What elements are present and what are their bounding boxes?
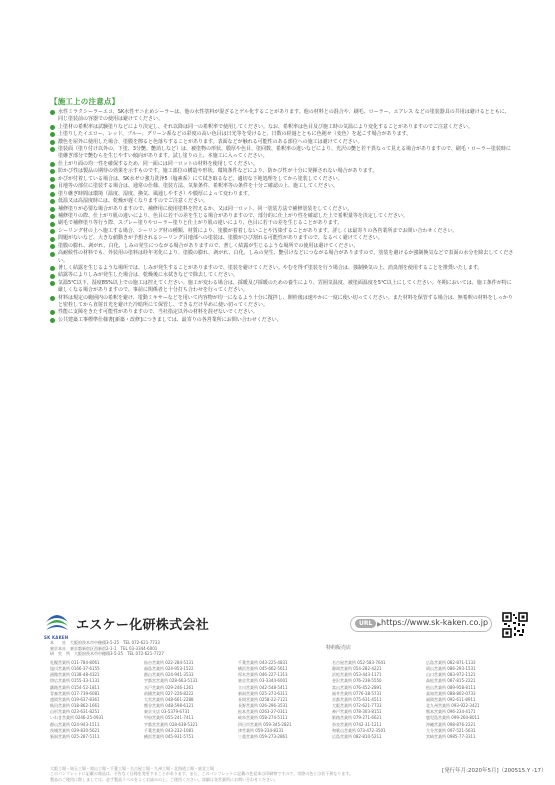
bullet-icon <box>50 140 55 145</box>
precaution-text: 防かび性は製品の期待の効果を示すものです。施工部位の構造や形状、環境条件などにより、防かび性が十分に発揮されない場合があります。 <box>58 168 378 175</box>
bullet-icon <box>50 214 55 219</box>
company-logo-block <box>44 610 224 642</box>
precautions-list <box>50 109 514 324</box>
branch-entry: いわき営業所 0246-25-0931 <box>50 715 104 721</box>
branch-entry: 松本営業所 0263-27-0311 <box>238 709 288 715</box>
branch-entry: 千葉営業所 043-232-1081 <box>144 727 194 733</box>
branch-entry: 津営業所 059-234-8231 <box>238 727 284 733</box>
precaution-text: 上塗材の希釈率は試験塗りなどにより決定し、それ以降は同一の希釈率で使用してください。なお、希釈率は色目及び施工時の気温により変化することがありますのでご注意ください。 <box>58 123 474 130</box>
precaution-text: 公共建築工事標準仕様書[新築・改修]につきましては、最寄りの各営業所にお問い合わせください。 <box>58 316 282 323</box>
branch-entry: 郡山営業所 024-943-1511 <box>50 721 100 727</box>
precaution-text: 目地等の部位に塗装する場合は、通常の仕様、塗装方法、気象条件、希釈率等の条件を十分ご確認の上、施工してください。 <box>58 183 339 190</box>
precaution-text: かびが付着している場合は、SK水ゼロ強力洗浄5（塩素系）にて拭き取るなど、適切な下地処理をしてから塗装してください。 <box>58 175 343 182</box>
bullet-icon <box>50 132 55 137</box>
bullet-icon <box>50 318 55 323</box>
branch-entry: 宇都宮営業所 028-663-5131 <box>144 678 198 684</box>
branch-entry: 福岡営業所 092-611-8911 <box>426 696 476 702</box>
precaution-item <box>50 176 514 183</box>
precaution-item <box>50 309 514 316</box>
branch-entry: 横浜営業所 045-931-5751 <box>144 733 194 739</box>
bullet-icon <box>50 266 55 271</box>
bullet-icon <box>50 281 55 286</box>
qr-code-icon[interactable] <box>502 612 528 638</box>
precautions-section <box>50 96 514 324</box>
branch-entry: 岡山営業所 086-293-1531 <box>426 666 476 672</box>
branch-entry: 千葉営業所 043-225-4831 <box>238 660 288 665</box>
branch-entry: 水戸営業所 029-246-1261 <box>144 684 194 690</box>
branch-entry: 郡山営業所 024-941-3533 <box>144 672 194 678</box>
precaution-text: 結露等によりしみが発生した場合は、乾燥後に水拭きなどで除去してください。 <box>58 272 239 279</box>
branch-entry: 新潟営業所 025-287-5111 <box>50 733 100 739</box>
branch-entry: 前橋営業所 027-226-8222 <box>144 690 194 696</box>
bullet-icon <box>50 184 55 189</box>
branch-entry: 宇都宮営業所 028-638-5321 <box>144 721 198 727</box>
branch-entry: 大分営業所 097-521-5631 <box>426 727 476 733</box>
branch-entry: 釧路営業所 0154-52-1811 <box>50 684 100 690</box>
branch-entry: 東京営業所 03-3344-6001 <box>238 678 288 684</box>
branch-entry: 立川営業所 042-548-5411 <box>238 684 288 690</box>
branch-entry: 茨城営業所 029-830-5621 <box>50 727 100 733</box>
branch-entry: 鹿児島営業所 099-260-8011 <box>426 715 480 721</box>
branch-entry: 札幌営業所 011-784-8061 <box>50 660 100 665</box>
logo-wordmark: SK KAKEN <box>44 635 69 640</box>
branch-entry: 沖縄営業所 098-876-2221 <box>426 721 476 727</box>
branch-entry: 金沢営業所 076-238-5550 <box>332 678 382 684</box>
precaution-item <box>50 228 514 235</box>
precaution-text: 気温5℃以下、湿度85%以上での施工は控えてください。施工が変わる場合は、採暖及び採暖のための養生により、雰囲気温度、被塗面温度を5℃以上にしてください。冬期においては、施工条件が特に厳しくなる場合がありますので、事前に関係者と十分打ち合わせを行ってください。 <box>58 279 512 294</box>
branch-entry: 神戸営業所 078-303-8151 <box>332 709 382 715</box>
branch-entry: 東京支店 03-5379-6731 <box>144 709 190 715</box>
cursor-icon: ▶ <box>377 621 382 628</box>
footer-factories: 大阪工場・埼玉工場・岡山工場・千葉工場・名古屋工場・九州工場・北海道工場・東北工場 <box>50 766 214 771</box>
branch-entry: 高松営業所 087-815-2221 <box>426 678 476 684</box>
precaution-text: 上塗りしたイエロー、レッド、ブルー、グリーン系などの彩度の高い色目は日光等を受けると、日数の経過とともに色褪せ（変色）を起こす場合があります。 <box>58 131 412 138</box>
precaution-text: 問題がないなど、大きな値動きが予想されるシーリング目地部への塗装は、塗膜がひび割れる可能性がありますので、なるべく避けてください。 <box>58 235 383 242</box>
precaution-text: 材料は規定の範囲内の希釈を避け、電動ミキサーなどを用いて内容物が均一になるよう十分に撹拌し、開栓後は速やかに一度に使い切ってください。また材料を保管する場合は、無希釈の材料をしっかりと密栓してから直射日光を避けた冷暗所にて保管し、できるだけ早めに使い切ってください。 <box>58 294 513 308</box>
branch-entry: 大宮営業所 048-661-2288 <box>144 696 194 702</box>
dealer-label: 特約販売店 <box>326 645 352 651</box>
branch-entry: 厚木営業所 046-227-1313 <box>238 672 288 678</box>
branch-entry: 広島営業所 082-871-1133 <box>426 660 476 665</box>
sk-kaken-logo-icon <box>44 610 70 636</box>
company-name: エスケー化研株式会社 <box>76 618 210 633</box>
bullet-icon <box>50 222 55 227</box>
precaution-text: 水性ミラクシーラーエコ、SK水性ヤニ止めシーラーは、他の水性塗料が混ざるとゲル化することがあります。他の材料との混合や、刷毛、ローラー、エアレス などの塗装器具の共用は避けるとともに、同じ塗装前の容器での使用は避けてください。 <box>58 109 510 123</box>
bullet-icon <box>50 252 55 257</box>
branch-entry: 奈良営業所 0742-31-1211 <box>332 721 382 727</box>
precaution-text: 刷毛で補修塗り等行う際、スプレー塗りやローラー塗りと仕上がり肌の違いにより、色目に若干の差を生じることがあります。 <box>58 220 343 227</box>
branch-entry: 盛岡営業所 019-637-8361 <box>50 696 100 702</box>
precaution-text: 濃色を屋外に使用した場合、塗膜を擦ると色落ちすることがあります。表面などが触れる可能性のある部位への施工は避けてください。 <box>58 138 363 145</box>
branch-entry: 和歌山営業所 073-472-3501 <box>332 727 386 733</box>
precaution-item <box>50 280 514 294</box>
bullet-icon <box>50 110 55 115</box>
branch-row <box>50 734 520 740</box>
branch-entry: 広島営業所 082-810-5211 <box>332 733 382 739</box>
branch-entry: 横浜営業所 045-662-5611 <box>238 666 288 672</box>
branch-entry: 甲府営業所 055-241-7411 <box>144 715 194 721</box>
precaution-item <box>50 161 514 168</box>
branch-entry: 高知営業所 088-802-0733 <box>426 690 476 696</box>
bullet-icon <box>50 169 55 174</box>
precaution-text: 性能に支障をきたす可能性がありますので、当社指定以外の材料を混ぜないでください。 <box>58 309 258 316</box>
precaution-text: 著しく結露を生じるような場所では、しみが発生することがありますので、塗装を避けてください。やむを得ず塗装を行う場合は、強制換気の上、消臭剤を使用することを推奨いたします。 <box>58 265 483 271</box>
precaution-item <box>50 168 514 175</box>
bullet-icon <box>50 162 55 167</box>
branch-entry: 青森営業所 017-739-6081 <box>50 690 100 696</box>
branch-entry: 浜松営業所 053-443-1171 <box>332 672 382 678</box>
precaution-item <box>50 146 514 160</box>
branch-entry: 熊谷営業所 048-598-6121 <box>144 703 194 709</box>
branch-entry: 長野営業所 026-296-3531 <box>238 703 288 709</box>
branch-entry: 函館営業所 0138-48-4321 <box>50 672 100 678</box>
branch-office-table <box>50 660 520 740</box>
precaution-text: シーリング材の上へ施工する場合、シーリング材の種類、材質により、塗膜が着着しないことや汚染することがあります。詳しくは最寄りの各営業所までお問い合わせください。 <box>58 227 458 234</box>
branch-entry: 新潟営業所 025-273-6311 <box>238 690 288 696</box>
precaution-item <box>50 124 514 131</box>
branch-entry: 旭川営業所 0166-37-6155 <box>50 666 100 672</box>
branch-entry: 岐阜営業所 058-274-5111 <box>238 715 288 721</box>
precaution-text: 塗り継ぎ時間は環境（温度、湿度、換気、風通しやすさ）や膜厚によって変わります。 <box>58 190 253 197</box>
branch-entry: 熊本営業所 096-234-4171 <box>426 709 476 715</box>
precaution-item <box>50 191 514 198</box>
bullet-icon <box>50 177 55 182</box>
bullet-icon <box>50 237 55 242</box>
precaution-item <box>50 272 514 279</box>
precaution-text: 塗装面（塗り付け以外の、下塗、3分艶、艶消しなど）は、被塗物の形状、膜厚や色目、塗回数、希釈率の違いなどにより、光沢の艶と若干異なって見える場合がありますので、刷毛・ローラー塗装時に塗継ぎ部分で艶むらを生じやすい傾向があります。試し塗りの上、本施工に入ってください。 <box>58 146 511 160</box>
branch-entry: 静岡営業所 054-282-4221 <box>332 666 382 672</box>
branch-entry: 四日市営業所 059-345-2821 <box>238 721 292 727</box>
precaution-item <box>50 139 514 146</box>
precaution-item <box>50 243 514 250</box>
branch-entry: 長岡営業所 0258-22-7121 <box>238 696 288 702</box>
footer-line: このパンフレットに記載の商品は、予告なく仕様を変更することがあります。また、このパンフレットに記載の色見本は印刷物ですので、実際の色とは若干異なります。 <box>50 771 353 777</box>
bullet-icon <box>50 199 55 204</box>
hq-line: 本 社 大阪府茨木市中穂積3-5-25 TEL 072-621-7733 <box>50 640 160 645</box>
bullet-icon <box>50 229 55 234</box>
precaution-text: 高耐候性の材料でも、外装用の塗料は経年劣化により、塗膜の膨れ、剥がれ、白化、しみの発生、艶引けなどにつながる場合がありますので、塗装を避けるか強制換気などで表面の水分を除去してください。 <box>58 250 514 264</box>
branch-entry: 京都営業所 075-631-4511 <box>332 696 382 702</box>
url-tag: URL <box>355 619 376 628</box>
bullet-icon <box>50 192 55 197</box>
precaution-item <box>50 183 514 190</box>
precaution-text: 塗膜の膨れ、剥がれ、白化、しみの発生につながる場合がありますので、著しく結露が生じるような場所での使用は避けてください。 <box>58 242 359 249</box>
precaution-text: 低温又は高湿度時には、乾燥が遅くなりますのでご注意ください。 <box>58 198 209 205</box>
branch-entry: 宮崎営業所 0985-77-3311 <box>426 733 476 739</box>
bullet-icon <box>50 310 55 315</box>
footer-line: 製品のご使用に際しましては、必ず製品ラベルをよくお読みの上、ご使用ください。詳細は各営業所にお問い合わせください。 <box>50 776 278 782</box>
precaution-item <box>50 220 514 227</box>
branch-entry: 松山営業所 089-958-8111 <box>426 684 476 690</box>
hq-line: 研 究 所 大阪府茨木市中穂積3-5-25 TEL 072-621-7727 <box>50 651 164 657</box>
precaution-text: 仕上がり面の均一性を確保するため、同一面には同一ロットの材料を使用してください。 <box>58 160 258 167</box>
branch-entry: 秋田営業所 018-862-1661 <box>50 703 100 709</box>
precaution-item <box>50 198 514 205</box>
precaution-item <box>50 109 514 123</box>
branch-entry: 仙台営業所 022-284-5131 <box>144 660 194 665</box>
precaution-item <box>50 317 514 324</box>
bullet-icon <box>50 274 55 279</box>
branch-entry: 大阪営業所 072-621-7733 <box>332 703 382 709</box>
branch-entry: 北九州営業所 093-922-3421 <box>426 703 480 709</box>
website-url[interactable]: https://www.sk-kaken.co.jp <box>381 618 489 627</box>
precautions-heading: 【施工上の注意点】 <box>50 97 120 106</box>
footer-disclaimer <box>50 766 440 782</box>
precaution-item <box>50 250 514 264</box>
branch-entry: 姫路営業所 079-271-6621 <box>332 715 382 721</box>
precaution-item <box>50 131 514 138</box>
precaution-text: 補修塗りが必要な場合がありますので、補修用に使用塗料を控えるか、又は同一ロット、同一塗装方法で補修塗装をしてください。 <box>58 205 353 212</box>
branch-entry: 富山営業所 076-452-2891 <box>332 684 382 690</box>
precaution-item <box>50 206 514 213</box>
branch-entry: 山口営業所 083-972-1121 <box>426 672 476 678</box>
precaution-item <box>50 235 514 242</box>
branch-entry: 福井営業所 0776-38-5731 <box>332 690 382 696</box>
hq-line: 東京本社 東京都新宿区西新宿2-1-1 TEL 03-3344-6001 <box>50 645 158 651</box>
bullet-icon <box>50 296 55 301</box>
branch-entry: 山形営業所 023-631-8251 <box>50 709 100 715</box>
website-link[interactable] <box>350 616 492 632</box>
bullet-icon <box>50 125 55 130</box>
bullet-icon <box>50 147 55 152</box>
branch-entry: 名古屋営業所 052-583-7641 <box>332 660 386 665</box>
branch-entry: 帯広営業所 0155-33-1131 <box>50 678 100 684</box>
headquarters-info <box>50 640 320 657</box>
branch-entry: 三重営業所 059-273-2861 <box>238 733 288 739</box>
edition-info: [発行年月:2020年5月]（200515.Y -17） <box>442 768 547 774</box>
branch-entry: 福島営業所 024-953-1522 <box>144 666 194 672</box>
bullet-icon <box>50 207 55 212</box>
precaution-text: 補修塗りの際、仕上がり肌の違いにより、色目に若干の差を生じる場合がありますので、部分的に仕上がり性を確認した上で希釈量等を決定してください。 <box>58 213 408 219</box>
bullet-icon <box>50 244 55 249</box>
precaution-item <box>50 295 514 309</box>
